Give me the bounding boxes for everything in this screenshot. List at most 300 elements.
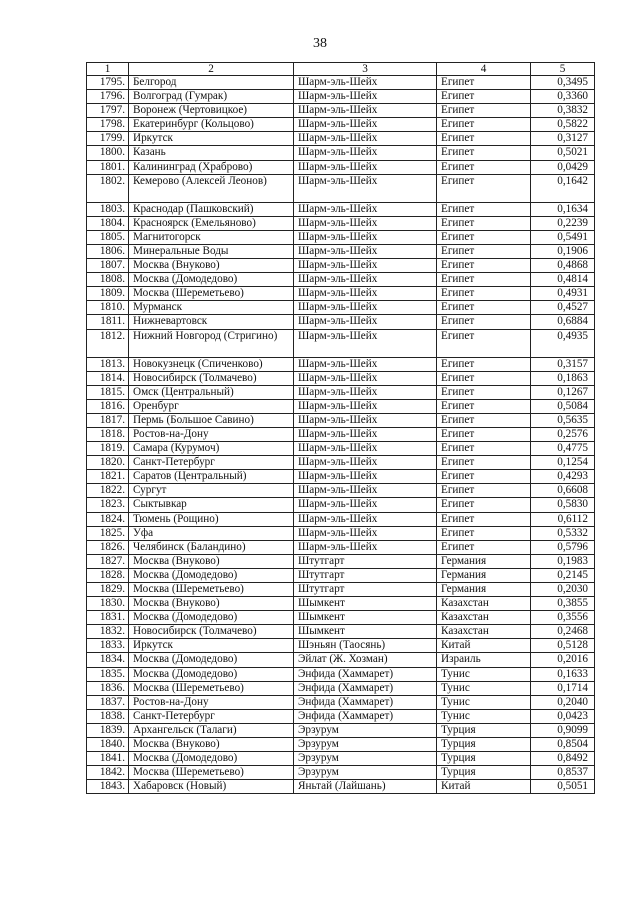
table-row (87, 554, 595, 568)
destination-airport: Энфида (Хаммарет) (294, 667, 437, 681)
destination-country: Египет (437, 104, 531, 118)
destination-airport: Эрзурум (294, 738, 437, 752)
departure-airport: Пермь (Большое Савино) (129, 413, 294, 427)
destination-country: Турция (437, 752, 531, 766)
coefficient-value: 0,5830 (531, 498, 595, 512)
destination-airport: Шарм-эль-Шейх (294, 540, 437, 554)
column-header-4: 4 (437, 63, 531, 76)
coefficient-value: 0,4814 (531, 273, 595, 287)
destination-country: Египет (437, 498, 531, 512)
departure-airport: Москва (Внуково) (129, 597, 294, 611)
table-row (87, 132, 595, 146)
coefficient-value: 0,4931 (531, 287, 595, 301)
coefficient-value: 0,6112 (531, 512, 595, 526)
destination-country: Египет (437, 442, 531, 456)
departure-airport: Саратов (Центральный) (129, 470, 294, 484)
destination-airport: Шарм-эль-Шейх (294, 104, 437, 118)
table-row (87, 90, 595, 104)
table-row (87, 723, 595, 737)
table-row (87, 287, 595, 301)
departure-airport: Новосибирск (Толмачево) (129, 371, 294, 385)
destination-airport: Шарм-эль-Шейх (294, 90, 437, 104)
table-row (87, 639, 595, 653)
destination-airport: Шарм-эль-Шейх (294, 427, 437, 441)
row-number: 1816. (87, 399, 129, 413)
destination-airport: Шарм-эль-Шейх (294, 259, 437, 273)
destination-airport: Шарм-эль-Шейх (294, 526, 437, 540)
departure-airport: Магнитогорск (129, 230, 294, 244)
row-number: 1826. (87, 540, 129, 554)
table-row (87, 216, 595, 230)
destination-country: Тунис (437, 695, 531, 709)
destination-airport: Шарм-эль-Шейх (294, 230, 437, 244)
departure-airport: Москва (Шереметьево) (129, 583, 294, 597)
departure-airport: Москва (Внуково) (129, 738, 294, 752)
departure-airport: Казань (129, 146, 294, 160)
row-number: 1841. (87, 752, 129, 766)
table-row (87, 273, 595, 287)
row-number: 1795. (87, 76, 129, 90)
row-number: 1828. (87, 568, 129, 582)
table-row (87, 738, 595, 752)
table-row (87, 146, 595, 160)
row-number: 1829. (87, 583, 129, 597)
departure-airport: Москва (Шереметьево) (129, 681, 294, 695)
table-row (87, 174, 595, 202)
table-row (87, 357, 595, 371)
row-number: 1809. (87, 287, 129, 301)
table-row (87, 456, 595, 470)
table-row (87, 526, 595, 540)
row-number: 1820. (87, 456, 129, 470)
coefficient-value: 0,1906 (531, 244, 595, 258)
departure-airport: Воронеж (Чертовицкое) (129, 104, 294, 118)
destination-airport: Энфида (Хаммарет) (294, 681, 437, 695)
coefficient-value: 0,1714 (531, 681, 595, 695)
departure-airport: Уфа (129, 526, 294, 540)
coefficient-value: 0,0429 (531, 160, 595, 174)
destination-country: Египет (437, 174, 531, 202)
departure-airport: Санкт-Петербург (129, 709, 294, 723)
coefficient-value: 0,1633 (531, 667, 595, 681)
coefficient-value: 0,9099 (531, 723, 595, 737)
destination-country: Египет (437, 484, 531, 498)
destination-airport: Шарм-эль-Шейх (294, 244, 437, 258)
departure-airport: Новокузнецк (Спиченково) (129, 357, 294, 371)
destination-country: Египет (437, 315, 531, 329)
coefficient-value: 0,2030 (531, 583, 595, 597)
table-row (87, 540, 595, 554)
destination-country: Германия (437, 554, 531, 568)
departure-airport: Иркутск (129, 132, 294, 146)
row-number: 1812. (87, 329, 129, 357)
destination-airport: Шарм-эль-Шейх (294, 118, 437, 132)
coefficient-value: 0,3127 (531, 132, 595, 146)
destination-airport: Яньтай (Лайшань) (294, 780, 437, 794)
table-row (87, 301, 595, 315)
departure-airport: Ростов-на-Дону (129, 695, 294, 709)
coefficient-value: 0,3157 (531, 357, 595, 371)
table-row (87, 427, 595, 441)
table-row (87, 329, 595, 357)
destination-airport: Эрзурум (294, 723, 437, 737)
table-row (87, 413, 595, 427)
coefficient-value: 0,1634 (531, 202, 595, 216)
destination-airport: Шымкент (294, 597, 437, 611)
coefficient-value: 0,3832 (531, 104, 595, 118)
destination-airport: Шарм-эль-Шейх (294, 413, 437, 427)
table-row (87, 118, 595, 132)
row-number: 1830. (87, 597, 129, 611)
destination-airport: Шарм-эль-Шейх (294, 484, 437, 498)
destination-country: Турция (437, 738, 531, 752)
destination-country: Тунис (437, 681, 531, 695)
coefficient-value: 0,4775 (531, 442, 595, 456)
departure-airport: Челябинск (Баландино) (129, 540, 294, 554)
destination-country: Турция (437, 723, 531, 737)
destination-airport: Штутгарт (294, 568, 437, 582)
destination-airport: Шымкент (294, 611, 437, 625)
coefficient-value: 0,2145 (531, 568, 595, 582)
row-number: 1797. (87, 104, 129, 118)
departure-airport: Белгород (129, 76, 294, 90)
departure-airport: Москва (Домодедово) (129, 273, 294, 287)
destination-airport: Шарм-эль-Шейх (294, 512, 437, 526)
table-row (87, 484, 595, 498)
coefficient-value: 0,4527 (531, 301, 595, 315)
row-number: 1836. (87, 681, 129, 695)
header-row (87, 63, 595, 76)
table-row (87, 202, 595, 216)
departure-airport: Сургут (129, 484, 294, 498)
destination-airport: Штутгарт (294, 583, 437, 597)
destination-country: Египет (437, 413, 531, 427)
destination-airport: Шарм-эль-Шейх (294, 202, 437, 216)
row-number: 1819. (87, 442, 129, 456)
destination-country: Египет (437, 202, 531, 216)
coefficient-value: 0,1254 (531, 456, 595, 470)
row-number: 1803. (87, 202, 129, 216)
departure-airport: Новосибирск (Толмачево) (129, 625, 294, 639)
destination-airport: Шарм-эль-Шейх (294, 76, 437, 90)
coefficient-value: 0,2016 (531, 653, 595, 667)
coefficient-value: 0,3360 (531, 90, 595, 104)
destination-airport: Шарм-эль-Шейх (294, 371, 437, 385)
destination-country: Египет (437, 244, 531, 258)
coefficient-value: 0,3855 (531, 597, 595, 611)
destination-airport: Шарм-эль-Шейх (294, 273, 437, 287)
table-row (87, 597, 595, 611)
row-number: 1833. (87, 639, 129, 653)
table-row (87, 667, 595, 681)
departure-airport: Краснодар (Пашковский) (129, 202, 294, 216)
table-row (87, 371, 595, 385)
table-row (87, 681, 595, 695)
destination-country: Израиль (437, 653, 531, 667)
departure-airport: Минеральные Воды (129, 244, 294, 258)
row-number: 1842. (87, 766, 129, 780)
departure-airport: Москва (Домодедово) (129, 653, 294, 667)
departure-airport: Москва (Внуково) (129, 259, 294, 273)
table-row (87, 259, 595, 273)
destination-airport: Эйлат (Ж. Хозман) (294, 653, 437, 667)
table-row (87, 470, 595, 484)
destination-country: Тунис (437, 709, 531, 723)
row-number: 1798. (87, 118, 129, 132)
destination-country: Тунис (437, 667, 531, 681)
destination-country: Египет (437, 329, 531, 357)
row-number: 1825. (87, 526, 129, 540)
departure-airport: Кемерово (Алексей Леонов) (129, 174, 294, 202)
departure-airport: Хабаровск (Новый) (129, 780, 294, 794)
destination-country: Египет (437, 118, 531, 132)
destination-airport: Шарм-эль-Шейх (294, 146, 437, 160)
destination-airport: Шарм-эль-Шейх (294, 442, 437, 456)
coefficient-value: 0,4868 (531, 259, 595, 273)
destination-airport: Шарм-эль-Шейх (294, 456, 437, 470)
row-number: 1800. (87, 146, 129, 160)
destination-country: Казахстан (437, 611, 531, 625)
destination-country: Египет (437, 512, 531, 526)
table-row (87, 611, 595, 625)
table-row (87, 160, 595, 174)
row-number: 1796. (87, 90, 129, 104)
destination-country: Египет (437, 399, 531, 413)
coefficient-value: 0,6608 (531, 484, 595, 498)
row-number: 1827. (87, 554, 129, 568)
destination-country: Египет (437, 385, 531, 399)
departure-airport: Москва (Домодедово) (129, 752, 294, 766)
table-row (87, 244, 595, 258)
table-row (87, 399, 595, 413)
row-number: 1822. (87, 484, 129, 498)
departure-airport: Москва (Домодедово) (129, 667, 294, 681)
coefficient-value: 0,2239 (531, 216, 595, 230)
departure-airport: Москва (Шереметьево) (129, 287, 294, 301)
departure-airport: Екатеринбург (Кольцово) (129, 118, 294, 132)
destination-airport: Шарм-эль-Шейх (294, 498, 437, 512)
destination-airport: Шымкент (294, 625, 437, 639)
coefficient-value: 0,5084 (531, 399, 595, 413)
departure-airport: Москва (Домодедово) (129, 611, 294, 625)
destination-country: Казахстан (437, 597, 531, 611)
row-number: 1799. (87, 132, 129, 146)
row-number: 1806. (87, 244, 129, 258)
destination-airport: Штутгарт (294, 554, 437, 568)
row-number: 1814. (87, 371, 129, 385)
destination-country: Казахстан (437, 625, 531, 639)
coefficient-value: 0,0423 (531, 709, 595, 723)
row-number: 1837. (87, 695, 129, 709)
coefficient-value: 0,6884 (531, 315, 595, 329)
coefficient-value: 0,1983 (531, 554, 595, 568)
row-number: 1840. (87, 738, 129, 752)
departure-airport: Красноярск (Емельяново) (129, 216, 294, 230)
table-body (87, 76, 595, 794)
destination-country: Египет (437, 456, 531, 470)
page-number: 38 (313, 36, 327, 51)
coefficient-value: 0,5128 (531, 639, 595, 653)
destination-country: Египет (437, 357, 531, 371)
table-row (87, 752, 595, 766)
coefficient-value: 0,5332 (531, 526, 595, 540)
destination-country: Египет (437, 287, 531, 301)
coefficient-value: 0,2576 (531, 427, 595, 441)
table-row (87, 104, 595, 118)
destination-country: Китай (437, 780, 531, 794)
destination-airport: Энфида (Хаммарет) (294, 695, 437, 709)
table-row (87, 498, 595, 512)
coefficient-value: 0,1642 (531, 174, 595, 202)
coefficient-value: 0,5635 (531, 413, 595, 427)
row-number: 1818. (87, 427, 129, 441)
coefficient-value: 0,4935 (531, 329, 595, 357)
coefficient-value: 0,5796 (531, 540, 595, 554)
destination-airport: Шарм-эль-Шейх (294, 329, 437, 357)
destination-country: Египет (437, 301, 531, 315)
row-number: 1843. (87, 780, 129, 794)
departure-airport: Самара (Курумоч) (129, 442, 294, 456)
table-row (87, 709, 595, 723)
coefficient-value: 0,8504 (531, 738, 595, 752)
row-number: 1817. (87, 413, 129, 427)
destination-airport: Шарм-эль-Шейх (294, 287, 437, 301)
coefficient-value: 0,5822 (531, 118, 595, 132)
destination-airport: Шарм-эль-Шейх (294, 470, 437, 484)
row-number: 1838. (87, 709, 129, 723)
destination-country: Китай (437, 639, 531, 653)
departure-airport: Санкт-Петербург (129, 456, 294, 470)
departure-airport: Омск (Центральный) (129, 385, 294, 399)
destination-country: Египет (437, 76, 531, 90)
row-number: 1805. (87, 230, 129, 244)
row-number: 1831. (87, 611, 129, 625)
coefficient-value: 0,3556 (531, 611, 595, 625)
destination-country: Египет (437, 427, 531, 441)
coefficient-value: 0,5021 (531, 146, 595, 160)
coefficient-value: 0,2468 (531, 625, 595, 639)
row-number: 1823. (87, 498, 129, 512)
destination-airport: Энфида (Хаммарет) (294, 709, 437, 723)
row-number: 1839. (87, 723, 129, 737)
departure-airport: Нижний Новгород (Стригино) (129, 329, 294, 357)
departure-airport: Оренбург (129, 399, 294, 413)
coefficient-value: 0,4293 (531, 470, 595, 484)
destination-airport: Шарм-эль-Шейх (294, 132, 437, 146)
row-number: 1808. (87, 273, 129, 287)
coefficient-value: 0,1267 (531, 385, 595, 399)
destination-airport: Шарм-эль-Шейх (294, 385, 437, 399)
column-header-3: 3 (294, 63, 437, 76)
coefficient-value: 0,5491 (531, 230, 595, 244)
row-number: 1815. (87, 385, 129, 399)
row-number: 1801. (87, 160, 129, 174)
destination-airport: Шарм-эль-Шейх (294, 315, 437, 329)
row-number: 1834. (87, 653, 129, 667)
departure-airport: Архангельск (Талаги) (129, 723, 294, 737)
table-row (87, 583, 595, 597)
table-row (87, 315, 595, 329)
row-number: 1807. (87, 259, 129, 273)
column-header-5: 5 (531, 63, 595, 76)
coefficient-value: 0,2040 (531, 695, 595, 709)
departure-airport: Калининград (Храброво) (129, 160, 294, 174)
destination-country: Египет (437, 90, 531, 104)
row-number: 1824. (87, 512, 129, 526)
departure-airport: Ростов-на-Дону (129, 427, 294, 441)
destination-airport: Шарм-эль-Шейх (294, 301, 437, 315)
row-number: 1832. (87, 625, 129, 639)
row-number: 1804. (87, 216, 129, 230)
table-row (87, 780, 595, 794)
destination-country: Египет (437, 259, 531, 273)
row-number: 1811. (87, 315, 129, 329)
coefficient-value: 0,1863 (531, 371, 595, 385)
table-row (87, 512, 595, 526)
departure-airport: Волгоград (Гумрак) (129, 90, 294, 104)
destination-airport: Эрзурум (294, 752, 437, 766)
destination-country: Египет (437, 273, 531, 287)
destination-country: Египет (437, 146, 531, 160)
row-number: 1821. (87, 470, 129, 484)
row-number: 1810. (87, 301, 129, 315)
destination-airport: Шарм-эль-Шейх (294, 399, 437, 413)
table-row (87, 653, 595, 667)
table-row (87, 76, 595, 90)
table-row (87, 625, 595, 639)
departure-airport: Москва (Шереметьево) (129, 766, 294, 780)
column-header-2: 2 (129, 63, 294, 76)
destination-country: Египет (437, 470, 531, 484)
coefficient-value: 0,5051 (531, 780, 595, 794)
departure-airport: Москва (Домодедово) (129, 568, 294, 582)
destination-country: Египет (437, 526, 531, 540)
destination-country: Египет (437, 371, 531, 385)
destination-country: Египет (437, 216, 531, 230)
table-row (87, 568, 595, 582)
destination-country: Турция (437, 766, 531, 780)
destination-airport: Эрзурум (294, 766, 437, 780)
departure-airport: Москва (Внуково) (129, 554, 294, 568)
routes-table (86, 62, 595, 794)
destination-country: Германия (437, 583, 531, 597)
departure-airport: Тюмень (Рощино) (129, 512, 294, 526)
row-number: 1835. (87, 667, 129, 681)
row-number: 1802. (87, 174, 129, 202)
departure-airport: Иркутск (129, 639, 294, 653)
destination-airport: Шарм-эль-Шейх (294, 357, 437, 371)
destination-airport: Шэньян (Таосянь) (294, 639, 437, 653)
table-row (87, 442, 595, 456)
departure-airport: Мурманск (129, 301, 294, 315)
table-row (87, 766, 595, 780)
table-row (87, 695, 595, 709)
destination-country: Германия (437, 568, 531, 582)
destination-country: Египет (437, 230, 531, 244)
destination-airport: Шарм-эль-Шейх (294, 174, 437, 202)
departure-airport: Нижневартовск (129, 315, 294, 329)
row-number: 1813. (87, 357, 129, 371)
coefficient-value: 0,3495 (531, 76, 595, 90)
coefficient-value: 0,8492 (531, 752, 595, 766)
destination-airport: Шарм-эль-Шейх (294, 160, 437, 174)
coefficient-value: 0,8537 (531, 766, 595, 780)
destination-country: Египет (437, 540, 531, 554)
destination-country: Египет (437, 132, 531, 146)
destination-airport: Шарм-эль-Шейх (294, 216, 437, 230)
departure-airport: Сыктывкар (129, 498, 294, 512)
table-row (87, 385, 595, 399)
